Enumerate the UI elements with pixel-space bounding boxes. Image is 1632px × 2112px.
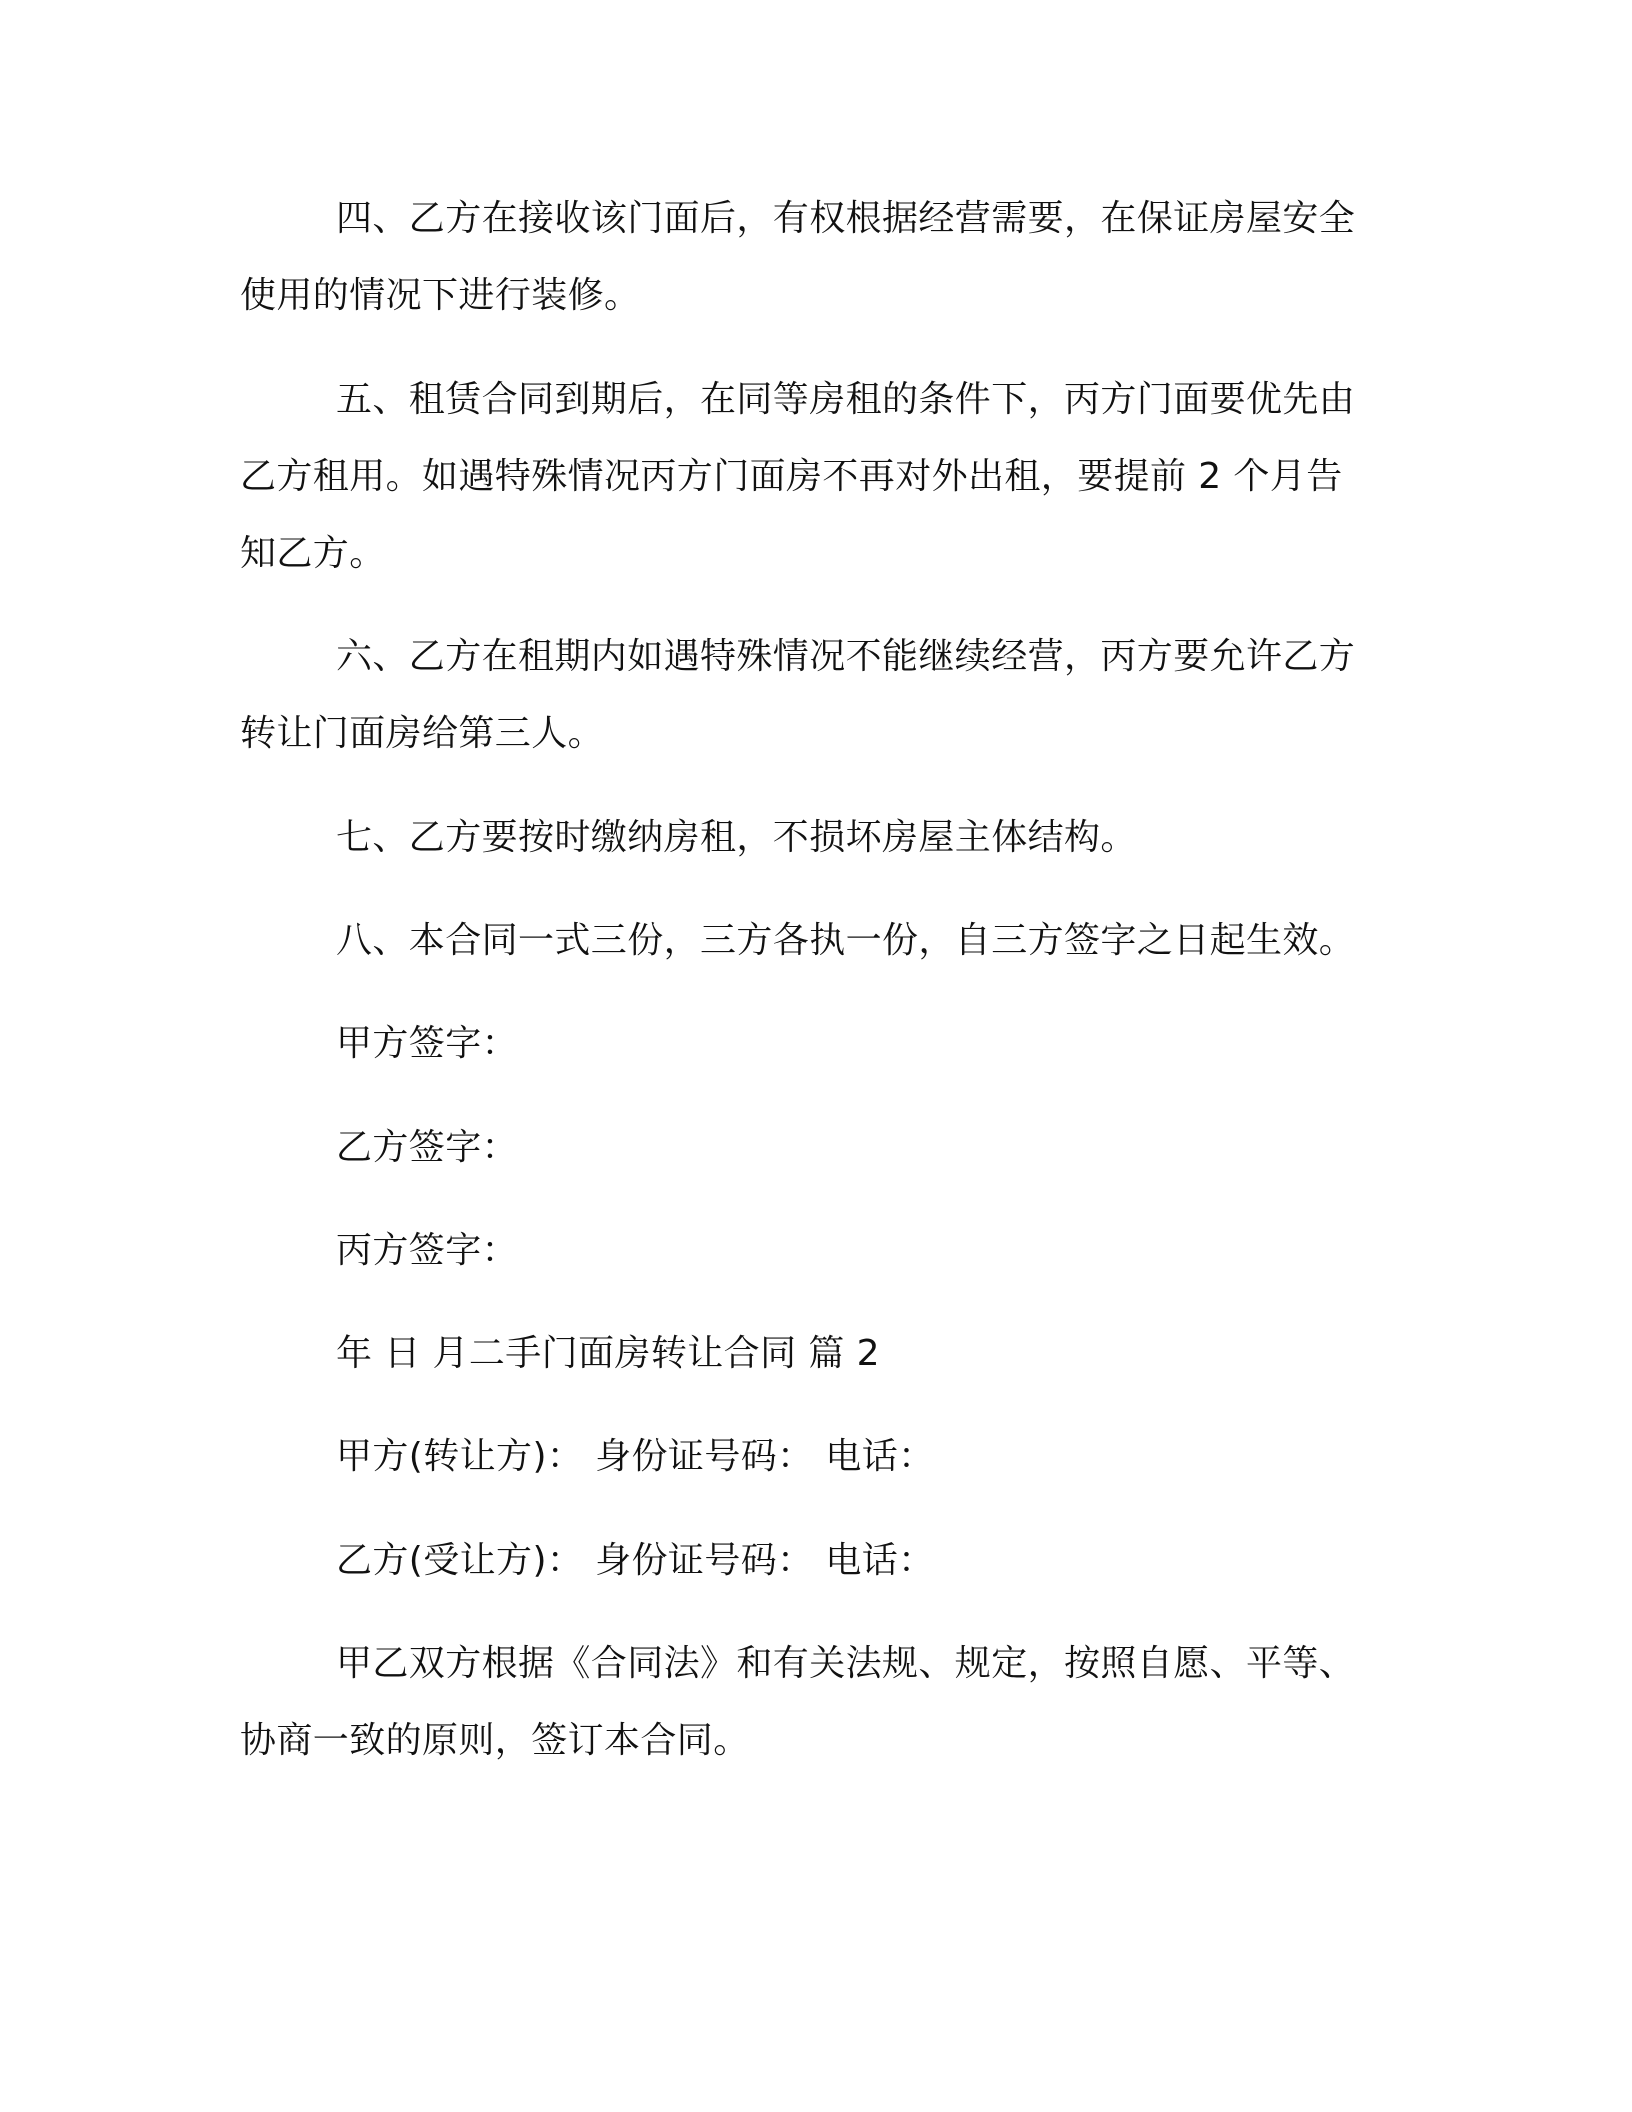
paragraph-line: 乙方(受让方)： 身份证号码： 电话： bbox=[336, 1540, 935, 1581]
paragraph-line: 使用的情况下进行装修。 bbox=[240, 275, 641, 316]
paragraph-line: 协商一致的原则，签订本合同。 bbox=[240, 1720, 750, 1761]
paragraph-line: 甲乙双方根据《合同法》和有关法规、规定，按照自愿、平等、 bbox=[336, 1643, 1356, 1684]
contract-2-heading bbox=[240, 1315, 1390, 1392]
party-a-signature-line bbox=[240, 1005, 1390, 1082]
party-b-info-line bbox=[240, 1522, 1390, 1599]
paragraph-line: 丙方签字： bbox=[336, 1230, 519, 1271]
party-c-signature-line bbox=[240, 1212, 1390, 1289]
party-a-info-line bbox=[240, 1418, 1390, 1495]
paragraph-line: 甲方签字： bbox=[336, 1023, 519, 1064]
clause-8-paragraph bbox=[240, 902, 1390, 979]
paragraph-line: 五、租赁合同到期后，在同等房租的条件下，丙方门面要优先由 bbox=[336, 379, 1356, 420]
clause-7-paragraph bbox=[240, 799, 1390, 876]
paragraph-line: 甲方(转让方)： 身份证号码： 电话： bbox=[336, 1436, 935, 1477]
preamble-paragraph bbox=[240, 1625, 1390, 1779]
paragraph-line: 乙方签字： bbox=[336, 1127, 519, 1168]
paragraph-line: 八、本合同一式三份，三方各执一份，自三方签字之日起生效。 bbox=[336, 920, 1356, 961]
paragraph-line: 知乙方。 bbox=[240, 533, 386, 574]
paragraph-line: 转让门面房给第三人。 bbox=[240, 713, 605, 754]
clause-4-paragraph bbox=[240, 180, 1390, 334]
paragraph-line: 四、乙方在接收该门面后，有权根据经营需要，在保证房屋安全 bbox=[336, 198, 1356, 239]
paragraph-line: 乙方租用。如遇特殊情况丙方门面房不再对外出租，要提前 2 个月告 bbox=[240, 456, 1343, 497]
paragraph-line: 年 日 月二手门面房转让合同 篇 2 bbox=[336, 1333, 880, 1374]
clause-6-paragraph bbox=[240, 618, 1390, 772]
paragraph-line: 七、乙方要按时缴纳房租，不损坏房屋主体结构。 bbox=[336, 817, 1137, 858]
paragraph-line: 六、乙方在租期内如遇特殊情况不能继续经营，丙方要允许乙方 bbox=[336, 636, 1356, 677]
party-b-signature-line bbox=[240, 1109, 1390, 1186]
clause-5-paragraph bbox=[240, 361, 1390, 592]
